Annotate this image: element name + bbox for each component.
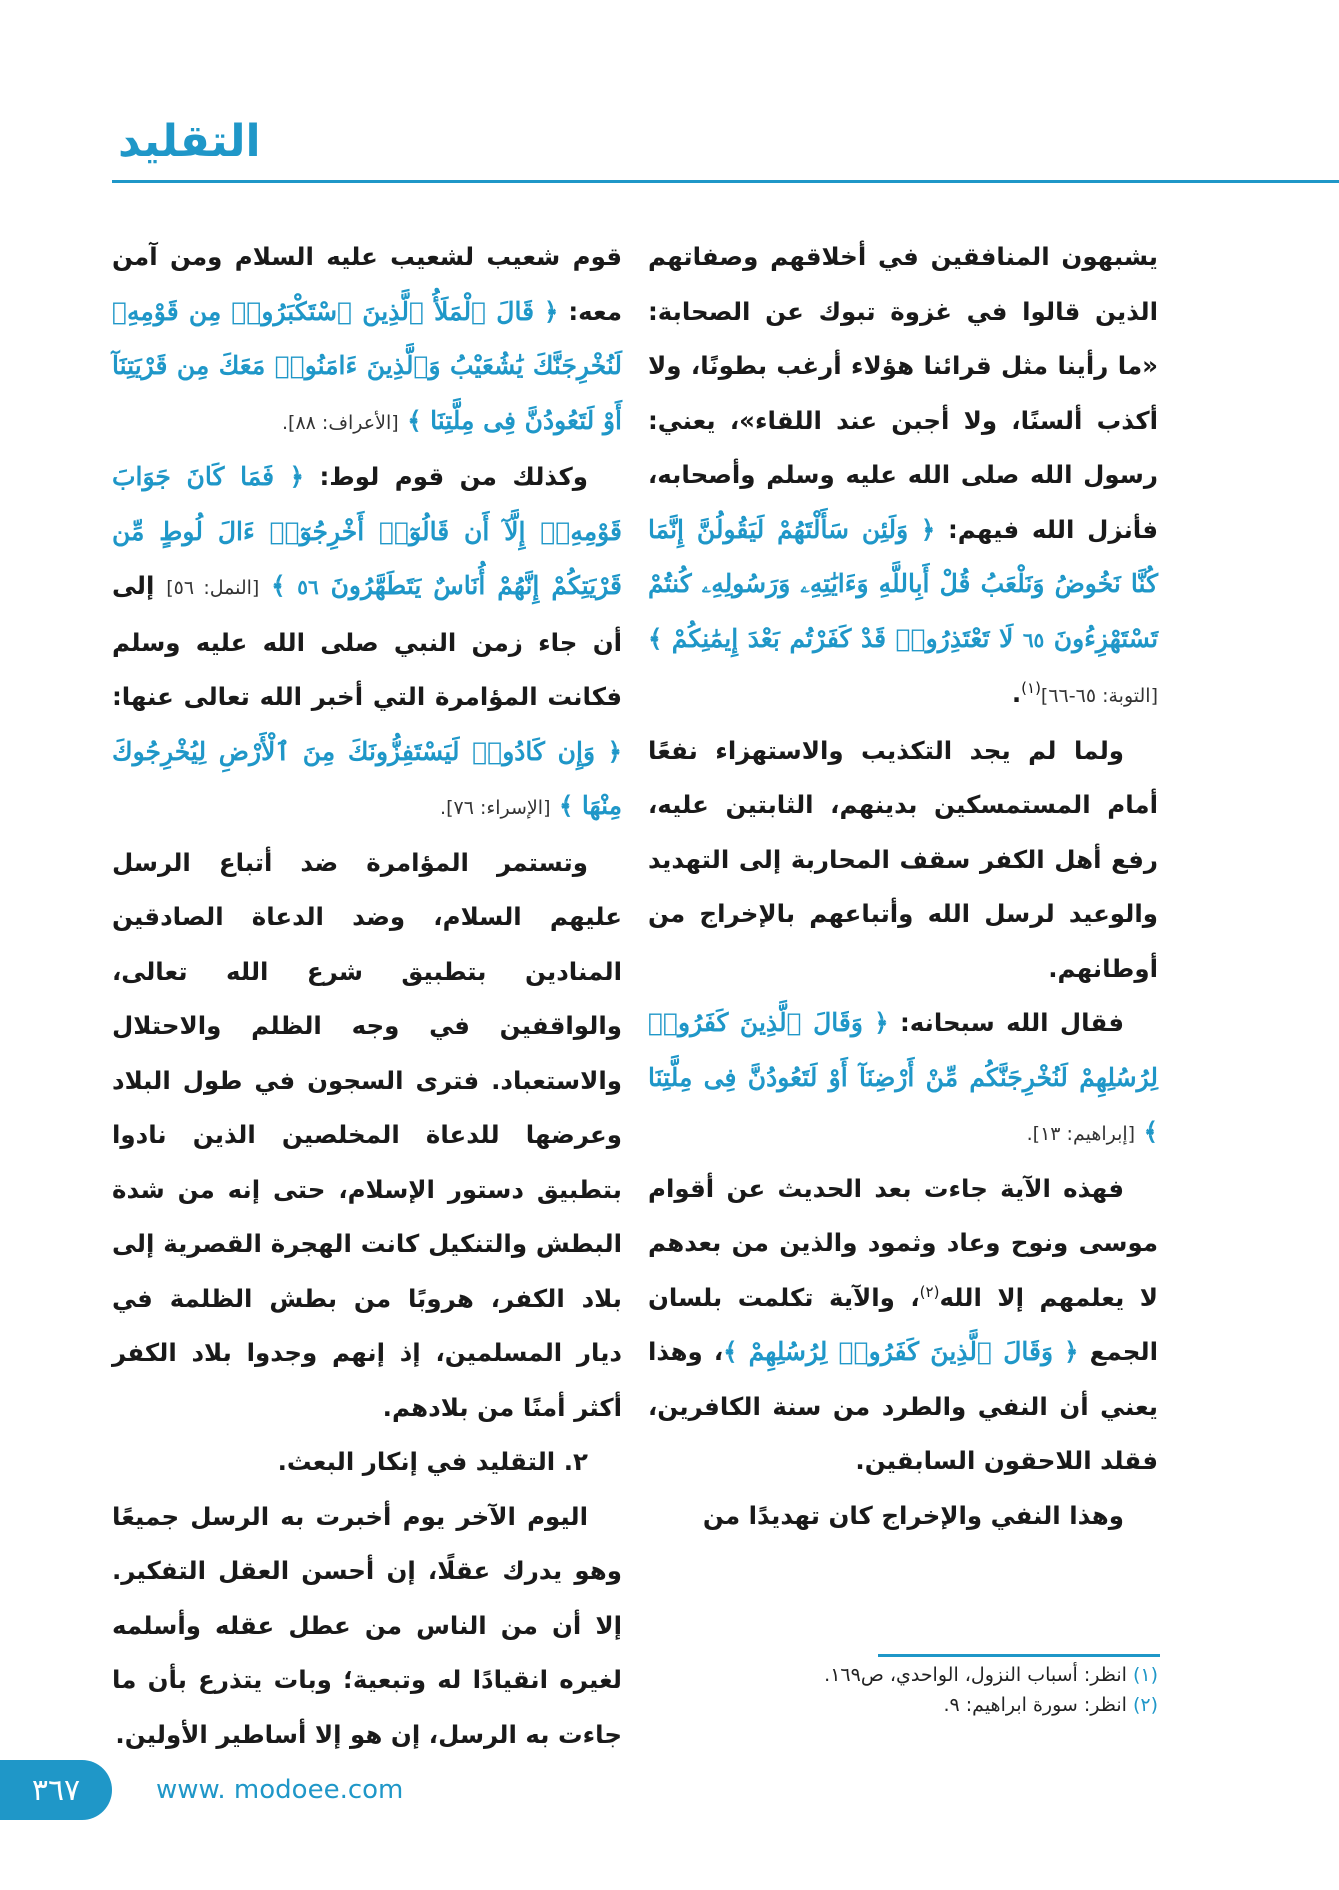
website-url[interactable]: www. modoee.com xyxy=(156,1775,404,1805)
paragraph: وهذا النفي والإخراج كان تهديدًا من xyxy=(702,1500,1124,1530)
paragraph-text: ، والآية تكلمت بلسان الجمع xyxy=(648,1282,1159,1366)
verse-close-bracket: ﴾ xyxy=(723,1337,738,1366)
paragraph: ولما لم يجد التكذيب والاستهزاء نفعًا أمام المستمسكين بدينهم، الثابتين عليه، رفع أهل الكفر سقف المحاربة إلى التهديد والوعيد لرسل الله وأتباعهم بالإخراج من أوطانهم. xyxy=(648,735,1158,983)
footnote-number: (٢) xyxy=(1132,1694,1158,1716)
footnote-marker[interactable]: (٢) xyxy=(919,1282,940,1301)
verse-reference: [الأعراف: ٨٨]. xyxy=(282,411,399,434)
paragraph xyxy=(112,450,622,836)
verse-open-bracket: ﴿ xyxy=(1064,1337,1079,1366)
paragraph: يشبهون المنافقين في أخلاقهم وصفاتهم الذين قالوا في غزوة تبوك عن الصحابة: «ما رأينا مثل قرائنا هؤلاء أرغب بطونًا، ولا أكذب ألسنًا، ولا أجبن عند اللقاء»، يعني: رسول الله صلى الله عليه وسلم وأصحابه، فأنزل الله فيهم: ﴿ وَلَئِن سَأَلْتَهُمْ لَيَقُولُنَّ إِنَّمَا كُنَّا نَخُوضُ وَنَلْعَبُ قُلْ أَبِاللَّهِ وَءَايَٰتِهِۦ وَرَسُولِهِۦ كُنتُمْ تَسْتَهْزِءُونَ ٦٥ لَا تَعْتَذِرُوا۟ قَدْ كَفَرْتُم بَعْدَ إِيمَٰنِكُمْ ﴾ [التوبة: ٦٥-٦٦]$^{(١)}$. xyxy=(648,242,1159,708)
paragraph-text: قوم شعيب لشعيب عليه السلام ومن آمن معه: xyxy=(112,242,622,326)
footnote-text: انظر: أسباب النزول، الواحدي، ص١٦٩. xyxy=(824,1664,1127,1686)
footnote-text: انظر: سورة ابراهيم: ٩. xyxy=(943,1694,1127,1716)
paragraph xyxy=(112,230,622,450)
right-column xyxy=(648,230,1158,1543)
verse-close-bracket: ﴾ xyxy=(648,623,663,653)
verse-reference: [التوبة: ٦٥-٦٦] xyxy=(1040,685,1158,707)
paragraph: اليوم الآخر يوم أخبرت به الرسل جميعًا وهو يدرك عقلًا، إن أحسن العقل التفكير. إلا أن من الناس من عطل عقله وأسلمه لغيره انقيادًا له وتبعية؛ وبات يتذرع بأن ما جاءت به الرسل، إن هو إلا أساطير الأولين. xyxy=(112,1501,622,1749)
paragraph: وتستمر المؤامرة ضد أتباع الرسل عليهم السلام، وضد الدعاة الصادقين المنادين بتطبيق شرع الله تعالى، والواقفين في وجه الظلم والاحتلال والاستعباد. فترى السجون في طول البلاد وعرضها للدعاة المخلصين الذين نادوا بتطبيق دستور الإسلام، حتى إنه من شدة البطش والتنكيل كانت الهجرة القصرية إلى بلاد الكفر، هروبًا من بطش الظلمة في ديار المسلمين، إذ إنهم وجدوا بلاد الكفر أكثر أمنًا من بلادهم. xyxy=(112,847,622,1422)
verse-open-bracket: ﴿ xyxy=(920,514,936,544)
verse-open-bracket: ﴿ xyxy=(544,296,559,326)
verse-reference: [النمل: ٥٦] xyxy=(166,577,260,599)
verse-reference: [الإسراء: ٧٦]. xyxy=(440,797,551,819)
verse-number: ٥٦ xyxy=(297,575,319,599)
paragraph xyxy=(648,1162,1158,1489)
verse-reference: [إبراهيم: ١٣]. xyxy=(1026,1123,1136,1145)
verse-close-bracket: ﴾ xyxy=(1143,1117,1158,1146)
running-header-title: التقليد xyxy=(118,116,261,167)
quran-verse: فَمَا كَانَ جَوَابَ قَوْمِهِۦٓ إِلَّآ أَن قَالُوٓا۟ أَخْرِجُوٓا۟ ءَالَ لُوطٍ مِّن قَرْيَتِكُمْ إِنَّهُمْ أُنَاسٌ يَتَطَهَّرُونَ xyxy=(112,462,623,600)
footnote xyxy=(648,1660,1158,1690)
footnote-marker[interactable]: (١) xyxy=(1021,678,1041,697)
paragraph xyxy=(648,996,1158,1162)
paragraph-text: إلى أن جاء زمن النبي صلى الله عليه وسلم فكانت المؤامرة التي أخبر الله تعالى عنها: xyxy=(112,571,622,711)
footnote xyxy=(648,1690,1158,1720)
verse-number: ٦٥ xyxy=(1022,627,1045,652)
paragraph-text: يشبهون المنافقين في أخلاقهم وصفاتهم الذين قالوا في غزوة تبوك عن الصحابة: «ما رأينا مثل قرائنا هؤلاء أرغب بطونًا، ولا أكذب ألسنًا، ولا أجبن عند اللقاء»، يعني: رسول الله صلى الله عليه وسلم وأصحابه، فأنزل الله فيهم: xyxy=(648,242,1159,544)
quran-verse: قَالَ ٱلْمَلَأُ ٱلَّذِينَ ٱسْتَكْبَرُوا۟ مِن قَوْمِهِۦ لَنُخْرِجَنَّكَ يَٰشُعَيْبُ وَٱلَّذِينَ ءَامَنُوا۟ مَعَكَ مِن قَرْيَتِنَآ أَوْ لَتَعُودُنَّ فِى مِلَّتِنَا xyxy=(112,296,622,435)
paragraph-text: وكذلك من قوم لوط: xyxy=(319,462,589,491)
quran-verse: وَإِن كَادُوا۟ لَيَسْتَفِزُّونَكَ مِنَ ٱلْأَرْضِ لِيُخْرِجُوكَ مِنْهَا xyxy=(112,736,622,820)
footnote-rule xyxy=(878,1654,1160,1657)
paragraph-text: ، وهذا يعني أن النفي والطرد من سنة الكافرين، فقلد اللاحقون السابقين. xyxy=(648,1337,1158,1475)
header-rule xyxy=(112,180,1339,183)
paragraph-text: فهذه الآية جاءت بعد الحديث عن أقوام موسى ونوح وعاد وثمود والذين من بعدهم لا يعلمهم إلا الله xyxy=(648,1173,1158,1312)
verse-open-bracket: ﴿ xyxy=(289,462,304,491)
verse-close-bracket: ﴾ xyxy=(407,405,422,435)
verse-open-bracket: ﴿ xyxy=(874,1008,889,1037)
verse-open-bracket: ﴿ xyxy=(607,736,622,766)
footnote-number: (١) xyxy=(1132,1664,1158,1686)
verse-close-bracket: ﴾ xyxy=(559,791,574,820)
quran-verse: لَا تَعْتَذِرُوا۟ قَدْ كَفَرْتُم بَعْدَ إِيمَٰنِكُمْ xyxy=(671,623,1014,653)
quran-verse: وَقَالَ ٱلَّذِينَ كَفَرُوا۟ لِرُسُلِهِمْ لَنُخْرِجَنَّكُم مِّنْ أَرْضِنَآ أَوْ لَتَعُودُنَّ فِى مِلَّتِنَا xyxy=(648,1008,1158,1092)
page-number-badge xyxy=(0,1760,112,1820)
page-number: ٣٦٧ xyxy=(31,1772,81,1808)
quran-verse: وَلَئِن سَأَلْتَهُمْ لَيَقُولُنَّ إِنَّمَا كُنَّا نَخُوضُ وَنَلْعَبُ قُلْ أَبِاللَّهِ وَءَايَٰتِهِۦ وَرَسُولِهِۦ كُنتُمْ تَسْتَهْزِءُونَ xyxy=(648,514,1159,653)
footnotes xyxy=(648,1660,1158,1720)
verse-close-bracket: ﴾ xyxy=(271,571,286,600)
paragraph-text: فقال الله سبحانه: xyxy=(899,1008,1125,1037)
section-heading: ٢. التقليد في إنكار البعث. xyxy=(277,1447,588,1476)
quran-verse: وَقَالَ ٱلَّذِينَ كَفَرُوا۟ لِرُسُلِهِمْ xyxy=(748,1337,1054,1366)
left-column xyxy=(112,230,622,1762)
